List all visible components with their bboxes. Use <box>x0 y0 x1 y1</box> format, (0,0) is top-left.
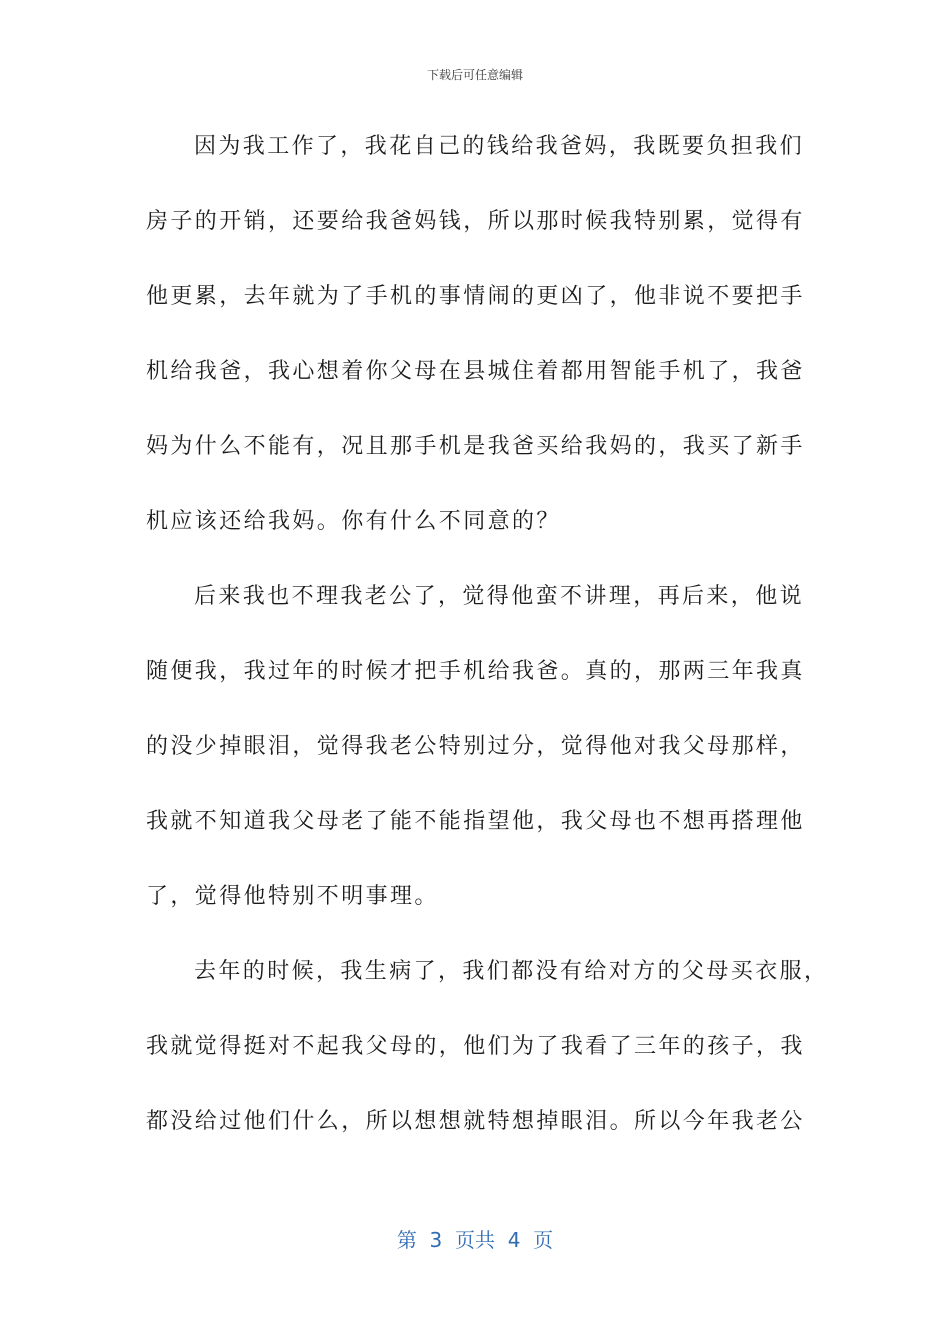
text-line: 随便我，我过年的时候才把手机给我爸。真的，那两三年我真 <box>146 659 805 684</box>
text-line: 机应该还给我妈。你有什么不同意的？ <box>146 509 561 534</box>
header-note: 下载后可任意编辑 <box>426 68 523 82</box>
text-line: 妈为什么不能有，况且那手机是我爸买给我妈的，我买了新手 <box>146 434 805 459</box>
text-line: 他更累，去年就为了手机的事情闹的更凶了，他非说不要把手 <box>146 284 805 309</box>
paragraph-3 <box>146 950 829 1175</box>
paragraph-1 <box>146 125 806 575</box>
text-line: 去年的时候，我生病了，我们都没有给对方的父母买衣服， <box>194 959 829 984</box>
text-line: 机给我爸，我心想着你父母在县城住着都用智能手机了，我爸 <box>146 359 805 384</box>
page-number-footer: 第 3 页共 4 页 <box>396 1228 554 1252</box>
paragraph-2 <box>146 575 806 950</box>
text-line: 房子的开销，还要给我爸妈钱，所以那时候我特别累，觉得有 <box>146 209 805 234</box>
text-line: 了，觉得他特别不明事理。 <box>146 884 439 909</box>
text-line: 后来我也不理我老公了，觉得他蛮不讲理，再后来，他说 <box>194 584 805 609</box>
text-line: 我就不知道我父母老了能不能指望他，我父母也不想再搭理他 <box>146 809 805 834</box>
text-line: 因为我工作了，我花自己的钱给我爸妈，我既要负担我们 <box>194 134 805 159</box>
document-body <box>146 125 829 1175</box>
text-line: 我就觉得挺对不起我父母的，他们为了我看了三年的孩子，我 <box>146 1034 805 1059</box>
text-line: 的没少掉眼泪，觉得我老公特别过分，觉得他对我父母那样， <box>146 734 805 759</box>
text-line: 都没给过他们什么，所以想想就特想掉眼泪。所以今年我老公 <box>146 1109 805 1134</box>
